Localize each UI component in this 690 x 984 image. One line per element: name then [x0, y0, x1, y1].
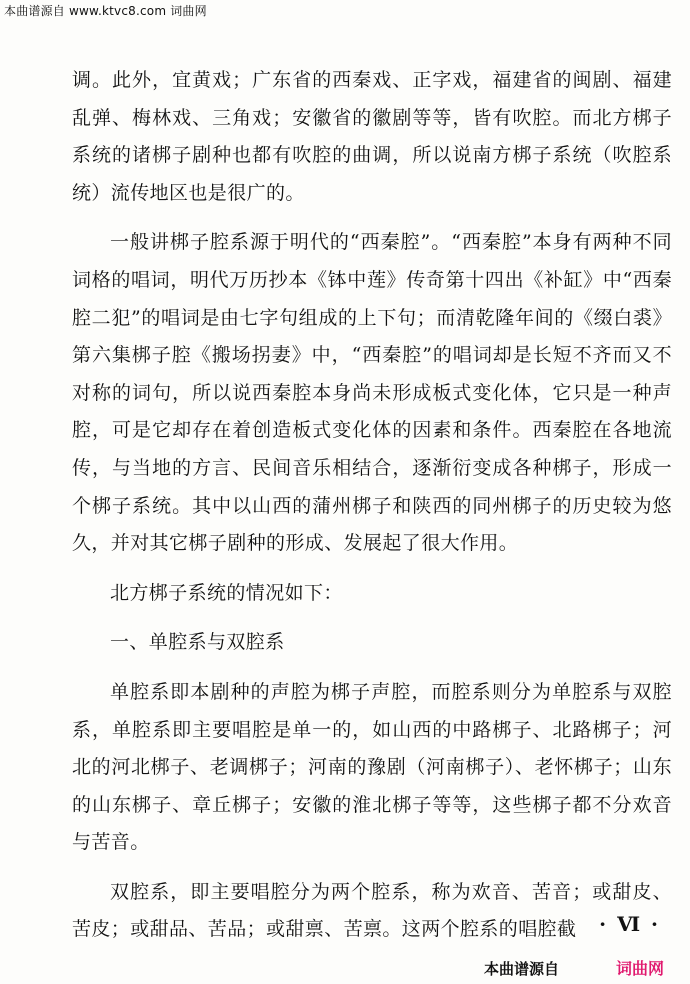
- source-watermark-bottom: 本曲谱源自: [484, 960, 560, 978]
- paragraph-origin-xiqin: 一般讲梆子腔系源于明代的“西秦腔”。“西秦腔”本身有两种不同词格的唱词，明代万历抄本《钵中莲》传奇第十四出《补缸》中“西秦腔二犯”的唱词是由七字句组成的上下句；而清乾隆年间的《缀白裘》第六集梆子腔《搬场拐妻》中，“西秦腔”的唱词却是长短不齐而又不对称的词句，所以说西秦腔本身尚未形成板式变化体，它只是一种声腔，可是它却存在着创造板式变化体的因素和条件。西秦腔在各地流传，与当地的方言、民间音乐相结合，逐渐衍变成各种梆子，形成一个梆子系统。其中以山西的蒲州梆子和陕西的同州梆子的历史较为悠久，并对其它梆子剧种的形成、发展起了很大作用。: [72, 231, 672, 555]
- paragraph-single-system: 单腔系即本剧种的声腔为梆子声腔，而腔系则分为单腔系与双腔系，单腔系即主要唱腔是单一的，如山西的中路梆子、北路梆子；河北的河北梆子、老调梆子；河南的豫剧（河南梆子）、老怀梆子；山东的山东梆子、章丘梆子；安徽的淮北梆子等等，这些梆子都不分欢音与苦音。: [72, 680, 672, 854]
- section-heading: 一、单腔系与双腔系: [110, 631, 285, 654]
- source-watermark-top[interactable]: 本曲谱源自 www.ktvc8.com 词曲网: [4, 4, 207, 18]
- brand-logo-text[interactable]: 词曲网: [616, 959, 665, 978]
- page-body: [72, 62, 672, 961]
- paragraph-double-system: 双腔系，即主要唱腔分为两个腔系，称为欢音、苦音；或甜皮、苦皮；或甜品、苦品；或甜禀、苦禀。这两个腔系的唱腔截: [72, 880, 672, 941]
- paragraph-north-intro: 北方梆子系统的情况如下：: [110, 581, 343, 604]
- page-number: · Ⅵ ·: [599, 912, 660, 936]
- paragraph-continuation: 调。此外，宜黄戏；广东省的西秦戏、正字戏，福建省的闽剧、福建乱弹、梅林戏、三角戏；安徽省的徽剧等等，皆有吹腔。而北方梆子系统的诸梆子剧种也都有吹腔的曲调，所以说南方梆子系统（吹腔系统）流传地区也是很广的。: [72, 69, 672, 204]
